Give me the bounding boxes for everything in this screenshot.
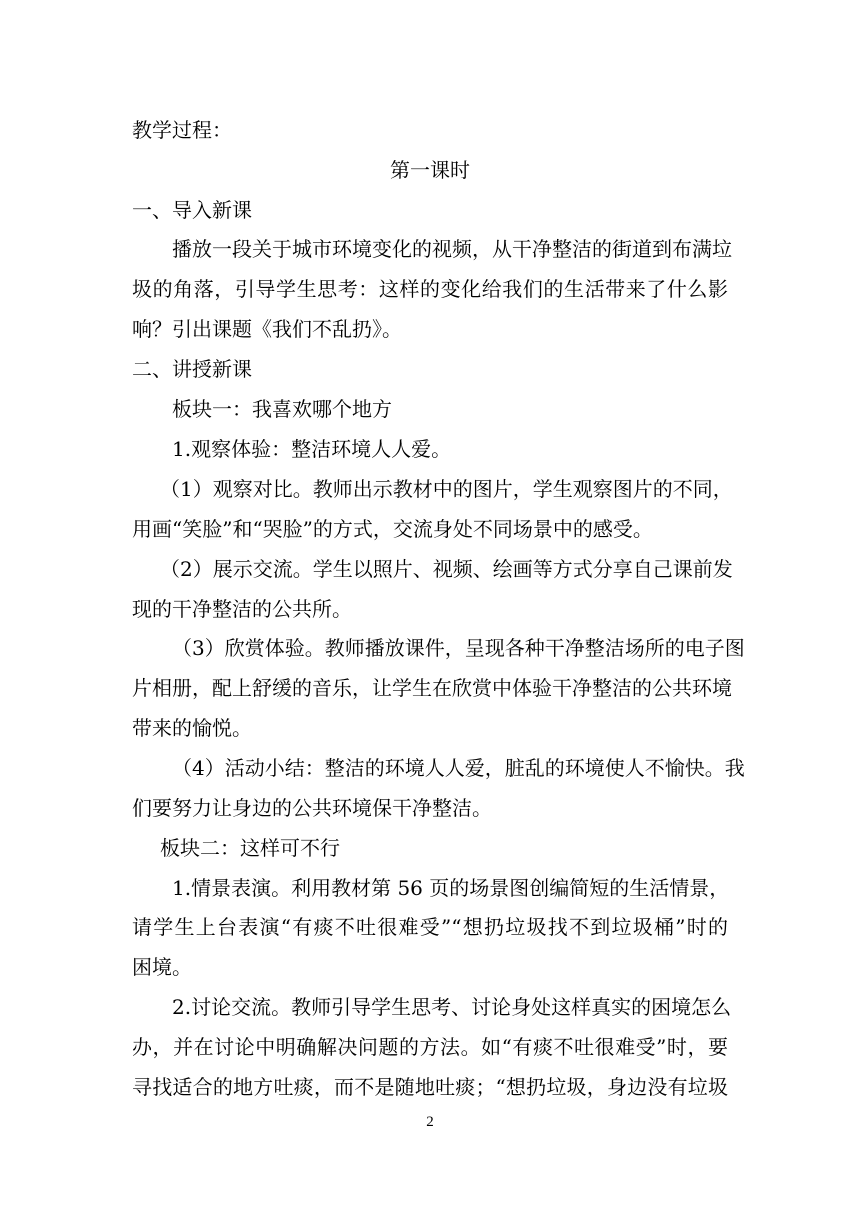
paragraph-line: 办，并在讨论中明确解决问题的方法。如“有痰不吐很难受”时，要 [132, 1035, 728, 1059]
lesson-title: 第一课时 [390, 158, 470, 182]
paragraph-line: 请学生上台表演“有痰不吐很难受”“想扔垃圾找不到垃圾桶”时的 [132, 915, 728, 939]
paragraph-line: （4）活动小结：整洁的环境人人爱，脏乱的环境使人不愉快。我 [172, 756, 745, 780]
paragraph-line: 片相册，配上舒缓的音乐，让学生在欣赏中体验干净整洁的公共环境 [132, 676, 732, 700]
block-title: 板块二：这样可不行 [160, 836, 340, 860]
paragraph-line: 寻找适合的地方吐痰，而不是随地吐痰；“想扔垃圾，身边没有垃圾 [132, 1075, 728, 1099]
paragraph-line: （1）观察对比。教师出示教材中的图片，学生观察图片的不同， [160, 477, 733, 501]
paragraph-line: 们要努力让身边的公共环境保干净整洁。 [132, 796, 492, 820]
process-heading: 教学过程： [132, 118, 232, 142]
paragraph-line: 带来的愉悦。 [132, 716, 252, 740]
block-title: 板块一：我喜欢哪个地方 [172, 397, 392, 421]
paragraph-line: 用画“笑脸”和“哭脸”的方式，交流身处不同场景中的感受。 [132, 517, 653, 541]
paragraph-line: 播放一段关于城市环境变化的视频，从干净整洁的街道到布满垃 [172, 237, 732, 261]
section-title-teach: 二、讲授新课 [132, 357, 252, 381]
paragraph-line: （3）欣赏体验。教师播放课件，呈现各种干净整洁场所的电子图 [172, 636, 745, 660]
paragraph-line: 响？引出课题《我们不乱扔》。 [132, 317, 402, 341]
paragraph-line: 1.观察体验：整洁环境人人爱。 [172, 437, 452, 461]
paragraph-line: 1.情景表演。利用教材第 56 页的场景图创编简短的生活情景， [172, 876, 730, 900]
paragraph-line: 现的干净整洁的公共所。 [132, 597, 352, 621]
paragraph-line: （2）展示交流。学生以照片、视频、绘画等方式分享自己课前发 [160, 557, 733, 581]
paragraph-line: 困境。 [132, 955, 192, 979]
paragraph-line: 圾的角落，引导学生思考：这样的变化给我们的生活带来了什么影 [132, 277, 728, 301]
section-title-intro: 一、导入新课 [132, 198, 252, 222]
page-number: 2 [426, 1114, 434, 1130]
paragraph-line: 2.讨论交流。教师引导学生思考、讨论身处这样真实的困境怎么 [172, 995, 732, 1019]
